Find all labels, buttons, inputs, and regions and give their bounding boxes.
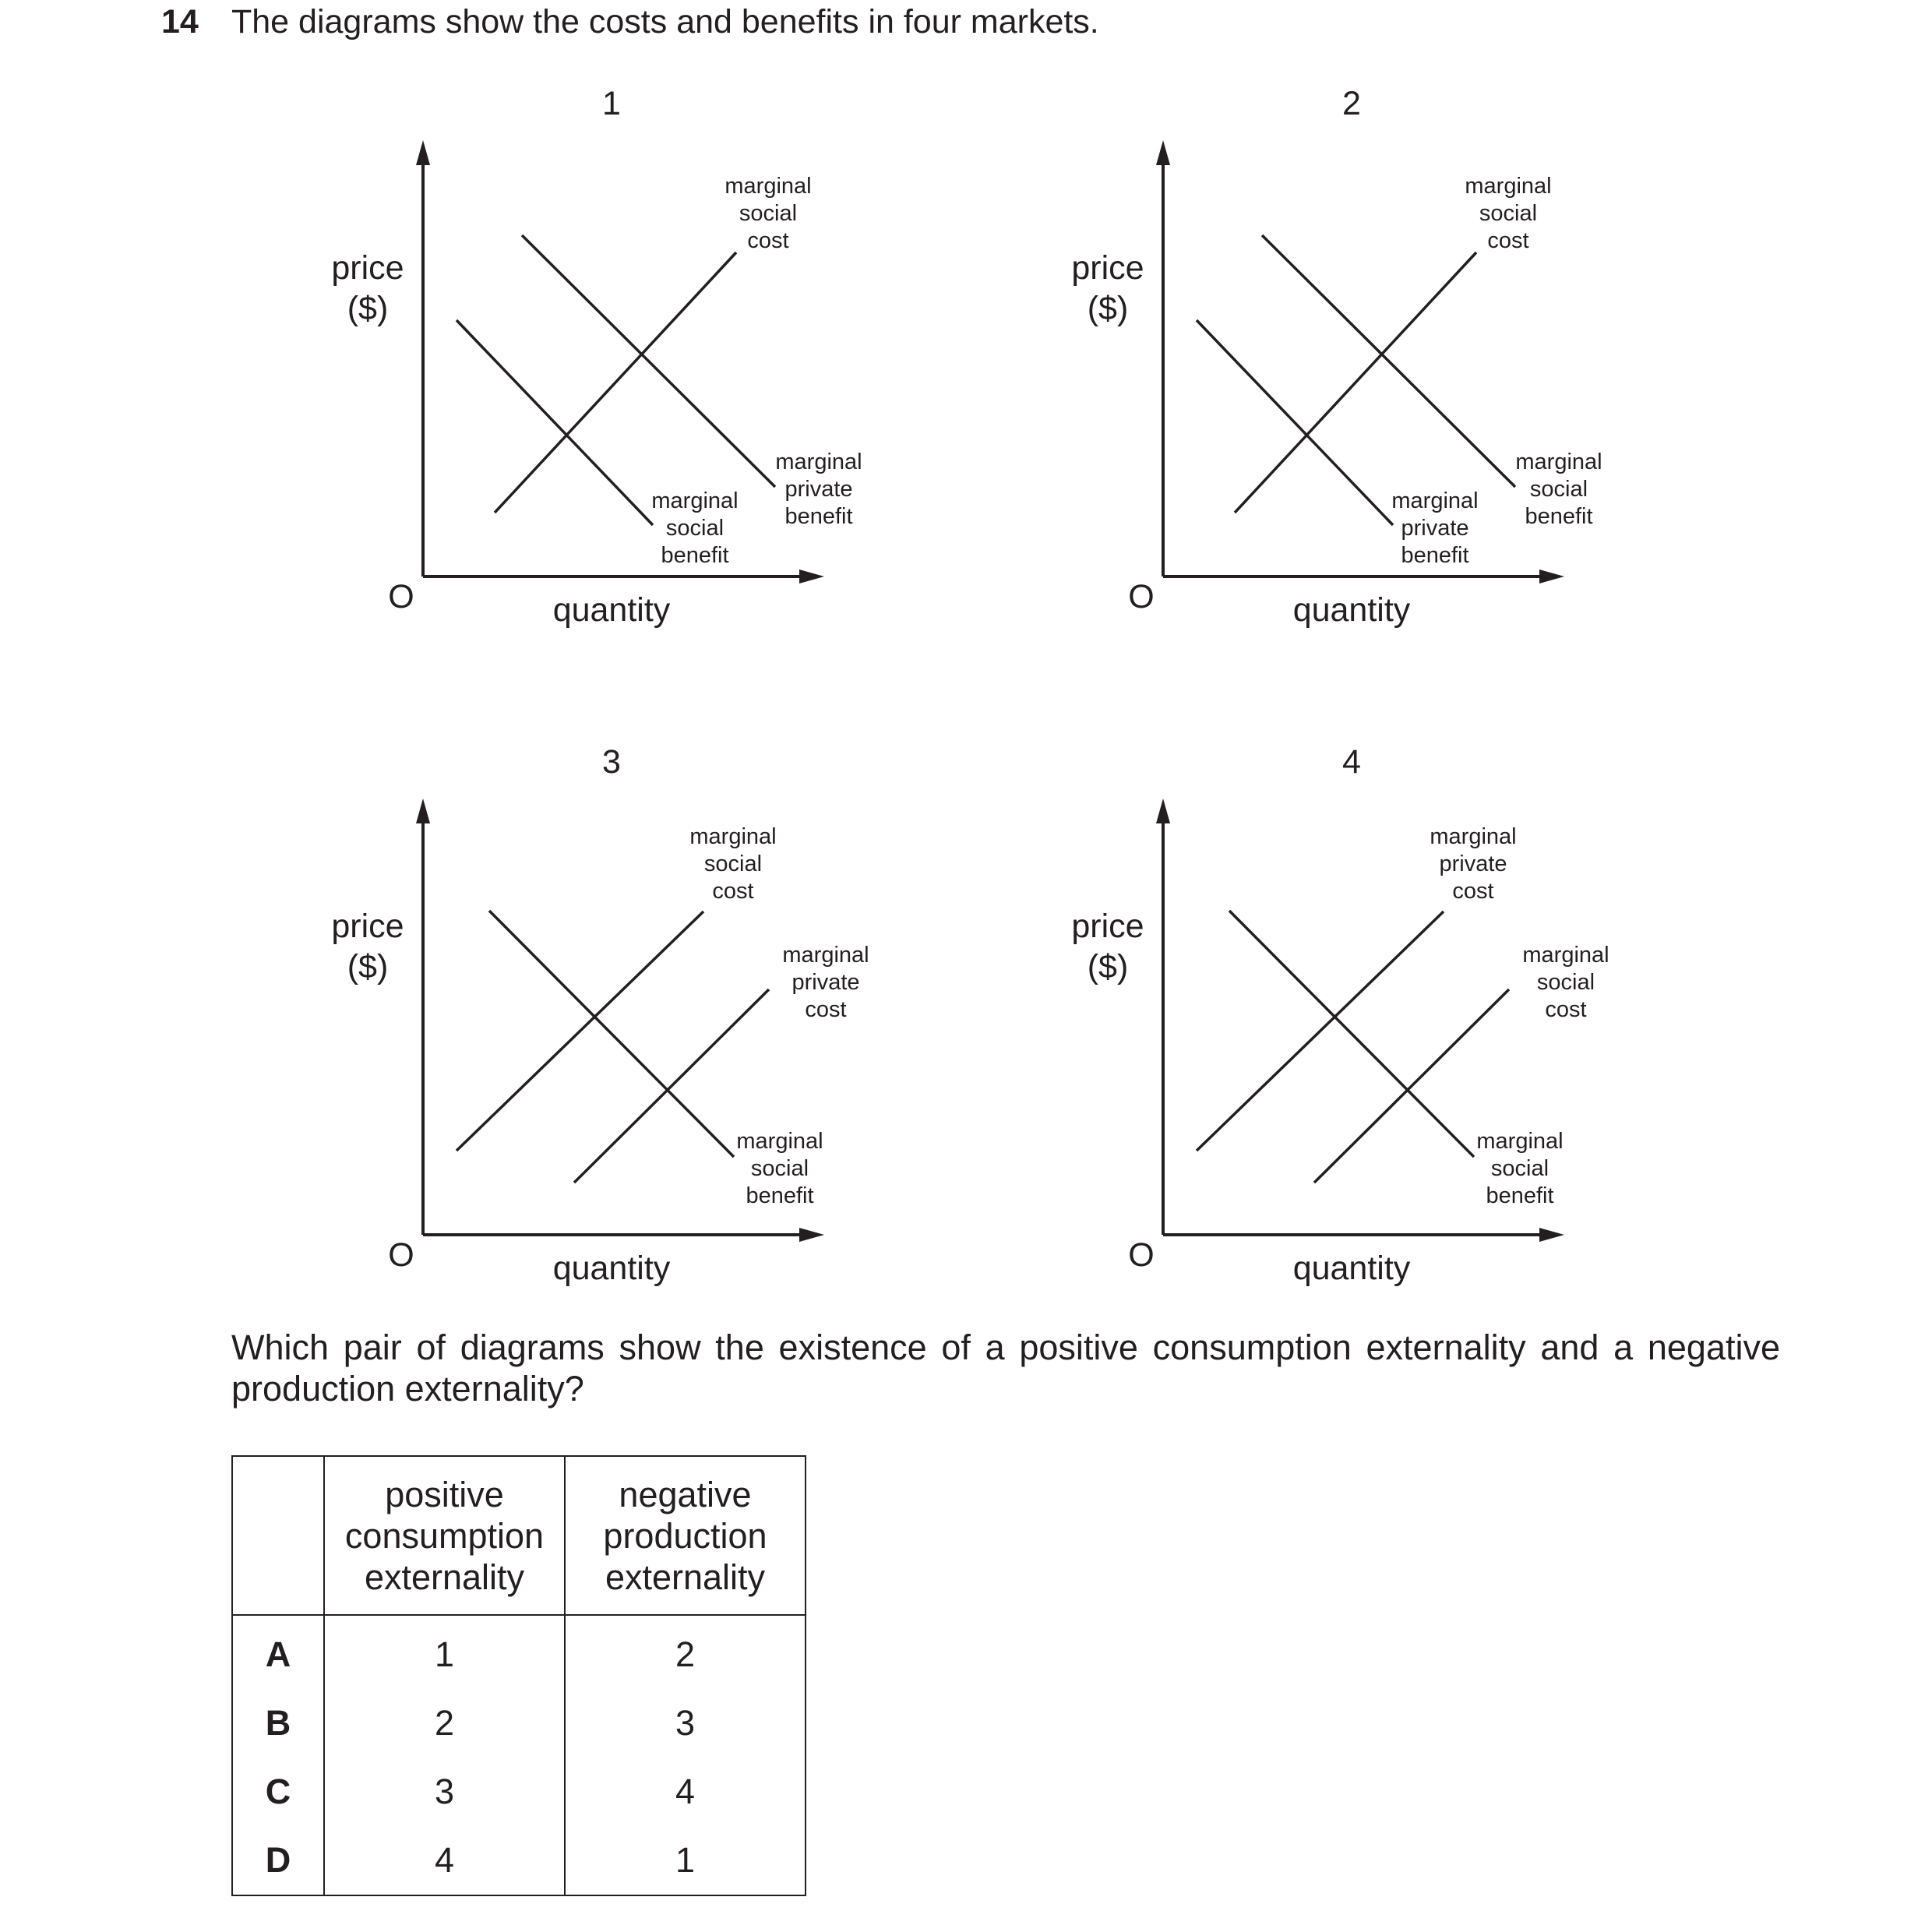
origin-label: O <box>1128 578 1155 615</box>
curve-label <box>651 488 738 568</box>
option-key[interactable]: A <box>232 1615 324 1689</box>
curve-label-line: marginal <box>724 174 812 199</box>
curve-label-line: cost <box>747 228 789 253</box>
x-axis-arrow-icon <box>799 569 824 584</box>
option-row-b[interactable] <box>232 1689 806 1758</box>
curve-label-line: social <box>1479 201 1538 226</box>
y-axis-arrow-icon <box>416 140 430 165</box>
header-externality-line: externality <box>605 1557 766 1597</box>
curve-label-line: marginal <box>1476 1129 1564 1154</box>
curve-label-line: cost <box>805 997 847 1022</box>
option-positive: 2 <box>324 1689 565 1758</box>
curve-label-line: private <box>1439 851 1507 876</box>
y-axis-label: price <box>331 249 404 287</box>
curve-label <box>1465 174 1551 253</box>
x-axis-arrow-icon <box>1539 1228 1564 1242</box>
x-axis-label: quantity <box>552 1250 671 1287</box>
header-negative-production <box>565 1456 806 1615</box>
curve-label-line: benefit <box>661 543 729 568</box>
option-negative: 3 <box>565 1689 806 1758</box>
option-row-a[interactable] <box>232 1615 806 1689</box>
curve-label-line: marginal <box>782 943 869 968</box>
curve-label-line: social <box>739 201 798 226</box>
option-key[interactable]: D <box>232 1826 324 1895</box>
curve-line <box>522 235 775 487</box>
origin-label: O <box>1128 1236 1155 1274</box>
x-axis-label: quantity <box>1292 591 1411 629</box>
x-axis-label: quantity <box>552 591 671 629</box>
diagram-number: 3 <box>602 743 621 781</box>
answer-table <box>231 1455 806 1896</box>
header-negative-line: negative <box>619 1474 752 1514</box>
curve-line <box>495 252 739 513</box>
option-positive: 1 <box>324 1615 565 1689</box>
curve-label-line: social <box>1536 970 1595 995</box>
curve-label <box>1515 450 1602 529</box>
x-axis-arrow-icon <box>799 1228 824 1242</box>
question-prompt: Which pair of diagrams show the existence of a positive consumption externality and a negative production externality? <box>231 1327 1780 1409</box>
curve-label-line: benefit <box>1486 1183 1554 1208</box>
y-axis-arrow-icon <box>1156 140 1170 165</box>
curve-line <box>457 320 653 525</box>
curve-label-line: private <box>791 970 860 995</box>
header-externality-line: externality <box>364 1557 525 1597</box>
curve-label-line: marginal <box>736 1129 823 1154</box>
y-axis-unit: ($) <box>1087 948 1129 985</box>
y-axis-label: price <box>1071 908 1144 945</box>
question-stem: The diagrams show the costs and benefits in four markets. <box>231 3 1099 41</box>
option-key[interactable]: B <box>232 1689 324 1758</box>
diagram-number: 1 <box>602 85 621 122</box>
curve-label-line: private <box>784 477 853 502</box>
y-axis-unit: ($) <box>1087 290 1129 327</box>
option-negative: 2 <box>565 1615 806 1689</box>
curve-label-line: marginal <box>1430 824 1517 849</box>
curve-label-line: social <box>750 1156 809 1181</box>
curve-label-line: social <box>665 516 724 541</box>
curve-label <box>736 1129 823 1208</box>
curve-label-line: social <box>1529 477 1588 502</box>
curve-line <box>1262 235 1515 487</box>
diagram-2 <box>1052 78 1613 639</box>
question-number: 14 <box>161 3 199 41</box>
header-consumption-line: consumption <box>344 1515 545 1556</box>
option-negative: 4 <box>565 1758 806 1826</box>
curve-label-line: social <box>703 851 763 876</box>
option-positive: 3 <box>324 1758 565 1826</box>
curve-label-line: cost <box>712 879 754 904</box>
curve-label-line: marginal <box>689 824 777 849</box>
x-axis-arrow-icon <box>1539 569 1564 584</box>
header-positive-consumption <box>324 1456 565 1615</box>
y-axis-label: price <box>1071 249 1144 287</box>
header-positive-line: positive <box>385 1474 504 1514</box>
curve-line <box>457 911 703 1151</box>
curve-line <box>1197 911 1444 1151</box>
y-axis-arrow-icon <box>1156 799 1170 823</box>
curve-label-line: cost <box>1487 228 1529 253</box>
curve-label-line: social <box>1490 1156 1549 1181</box>
origin-label: O <box>388 1236 414 1274</box>
option-row-d[interactable] <box>232 1826 806 1895</box>
curve-label-line: benefit <box>784 504 853 529</box>
curve-label-line: cost <box>1452 879 1494 904</box>
curve-label-line: marginal <box>1465 174 1552 199</box>
header-blank <box>232 1456 324 1615</box>
curve-label <box>1430 824 1516 904</box>
option-negative: 1 <box>565 1826 806 1895</box>
option-key[interactable]: C <box>232 1758 324 1826</box>
curve-line <box>1229 911 1474 1157</box>
curve-line <box>1197 320 1393 525</box>
origin-label: O <box>388 578 414 615</box>
y-axis-label: price <box>331 908 404 945</box>
option-row-c[interactable] <box>232 1758 806 1826</box>
curve-label-line: marginal <box>1391 488 1479 513</box>
curve-line <box>1235 252 1479 513</box>
y-axis-arrow-icon <box>416 799 430 823</box>
curve-label <box>1522 943 1609 1022</box>
y-axis-unit: ($) <box>347 948 389 985</box>
curve-label <box>1476 1129 1563 1208</box>
curve-label-line: benefit <box>1401 543 1469 568</box>
curve-label <box>1391 488 1478 568</box>
curve-label-line: benefit <box>746 1183 814 1208</box>
curve-label-line: marginal <box>1515 450 1602 474</box>
curve-label <box>724 174 811 253</box>
curve-label <box>782 943 869 1022</box>
curve-line <box>489 911 734 1157</box>
diagram-number: 2 <box>1342 85 1361 122</box>
curve-label-line: benefit <box>1525 504 1593 529</box>
curve-label <box>689 824 776 904</box>
curve-label-line: private <box>1401 516 1469 541</box>
header-production-line: production <box>603 1515 767 1556</box>
diagram-4 <box>1052 736 1613 1297</box>
curve-label-line: marginal <box>1522 943 1609 968</box>
y-axis-unit: ($) <box>347 290 389 327</box>
curve-label-line: marginal <box>651 488 739 513</box>
curve-label-line: marginal <box>775 450 862 474</box>
x-axis-label: quantity <box>1292 1250 1411 1287</box>
diagram-number: 4 <box>1342 743 1361 781</box>
option-positive: 4 <box>324 1826 565 1895</box>
curve-label-line: cost <box>1545 997 1587 1022</box>
diagram-1 <box>312 78 873 639</box>
curve-label <box>775 450 862 529</box>
diagram-3 <box>312 736 873 1297</box>
